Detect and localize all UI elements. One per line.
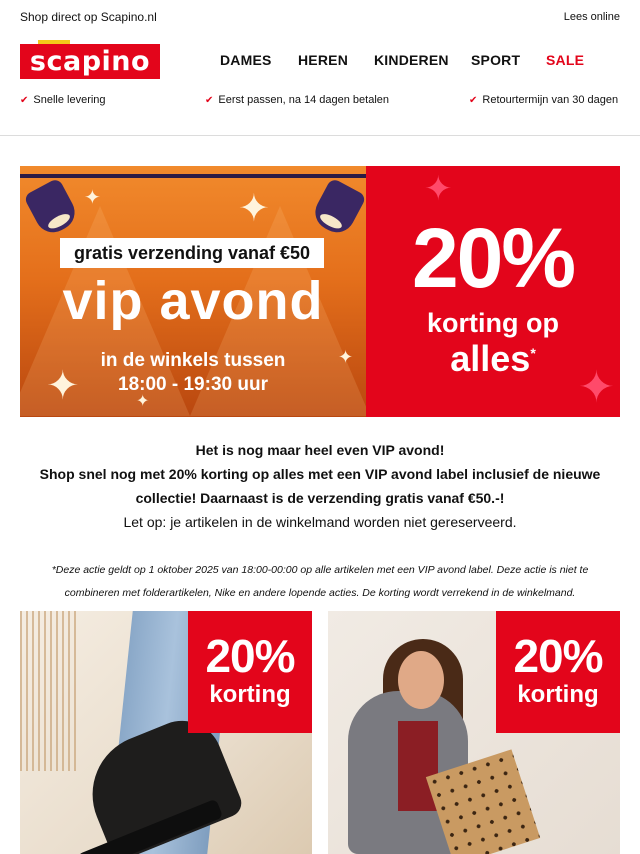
discount-panel bbox=[366, 166, 620, 417]
scapino-logo[interactable] bbox=[20, 40, 160, 80]
discount-scope bbox=[366, 338, 620, 380]
read-online-link[interactable]: Lees online bbox=[563, 11, 620, 23]
disclaimer-line-1: *Deze actie geldt op 1 oktober 2025 van 18:00-00:00 op alle artikelen met een VIP avond label. Deze actie is niet te bbox=[51, 564, 589, 576]
check-icon: ✔ bbox=[20, 95, 29, 106]
sparkle-icon: ✦ bbox=[578, 363, 615, 412]
intro-heading: Het is nog maar heel even VIP avond! bbox=[195, 442, 445, 458]
usp-label: Retourtermijn van 30 dagen bbox=[482, 94, 619, 106]
usp-label: Snelle levering bbox=[33, 94, 106, 106]
nav-dames[interactable]: DAMES bbox=[220, 52, 272, 68]
topbar bbox=[0, 0, 640, 34]
discount-label: korting op bbox=[427, 308, 559, 338]
check-icon: ✔ bbox=[469, 95, 478, 106]
sparkle-icon: ✦ bbox=[424, 170, 453, 208]
nav-kinderen[interactable]: KINDEREN bbox=[374, 52, 449, 68]
intro-line-2: Shop snel nog met 20% korting op alles met een VIP avond label inclusief de nieuwe bbox=[39, 466, 601, 482]
nav-sale[interactable]: SALE bbox=[546, 52, 585, 68]
sparkle-icon: ✦ bbox=[84, 187, 101, 209]
sparkle-icon: ✦ bbox=[136, 393, 150, 410]
intro-line-3: collectie! Daarnaast is de verzending gratis vanaf €50.-! bbox=[135, 490, 505, 506]
discount-badge bbox=[496, 611, 620, 733]
reservation-note: Let op: je artikelen in de winkelmand worden niet gereserveerd. bbox=[123, 514, 517, 530]
discount-percent: 20% bbox=[411, 211, 575, 305]
decor-fringe bbox=[20, 611, 80, 771]
free-shipping-label: gratis verzending vanaf €50 bbox=[60, 238, 324, 268]
usp-return-period bbox=[469, 94, 618, 106]
usp-pay-later bbox=[205, 94, 389, 106]
vip-avond-time: 18:00 - 19:30 uur bbox=[118, 374, 268, 395]
logo-wordmark: scapino bbox=[29, 46, 151, 77]
sparkle-icon: ✦ bbox=[46, 364, 80, 408]
nav-sport[interactable]: SPORT bbox=[471, 52, 521, 68]
badge-label: korting bbox=[517, 681, 599, 708]
usp-fast-delivery bbox=[20, 94, 106, 106]
discount-scope-text: alles bbox=[450, 338, 531, 379]
sparkle-icon: ✦ bbox=[238, 188, 270, 230]
vip-avond-subtitle: in de winkels tussen bbox=[100, 350, 286, 371]
sparkle-icon: ✦ bbox=[338, 347, 354, 367]
model-face bbox=[398, 651, 444, 709]
disclaimer-line-2: combineren met folderartikelen, Nike en andere lopende acties. De korting wordt verrekend in de winkelmand. bbox=[64, 587, 576, 599]
nav-heren[interactable]: HEREN bbox=[298, 52, 349, 68]
header-divider bbox=[0, 135, 640, 136]
spotlight-rail bbox=[20, 174, 366, 178]
vip-avond-panel bbox=[20, 166, 366, 417]
product-tile-boots[interactable] bbox=[20, 611, 312, 854]
badge-label: korting bbox=[209, 681, 291, 708]
asterisk: * bbox=[530, 345, 536, 361]
discount-badge bbox=[188, 611, 312, 733]
badge-percent: 20% bbox=[205, 630, 295, 682]
shop-direct-text: Shop direct op Scapino.nl bbox=[20, 10, 157, 24]
badge-percent: 20% bbox=[513, 630, 603, 682]
check-icon: ✔ bbox=[205, 95, 214, 106]
vip-avond-banner[interactable] bbox=[20, 166, 620, 417]
product-tile-fashion[interactable] bbox=[328, 611, 620, 854]
vip-avond-title: vip avond bbox=[62, 271, 324, 331]
usp-label: Eerst passen, na 14 dagen betalen bbox=[218, 94, 390, 106]
